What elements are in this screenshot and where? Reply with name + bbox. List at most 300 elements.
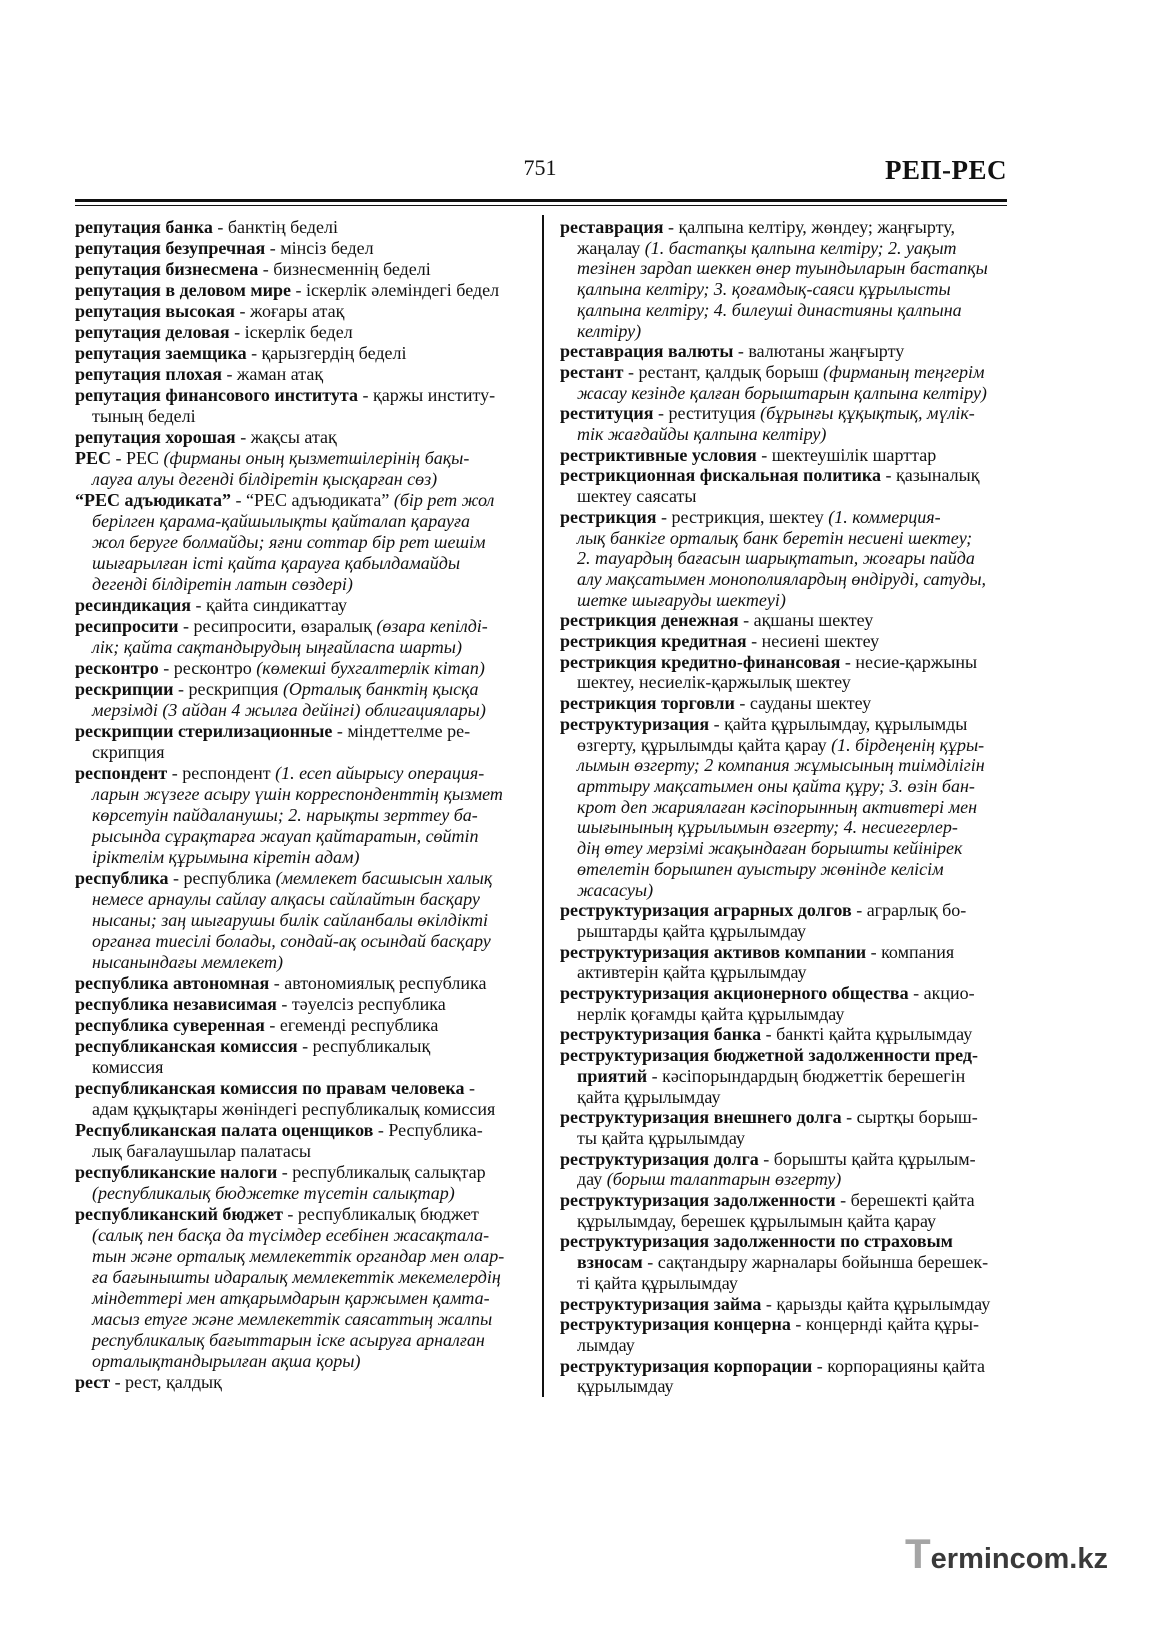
entry-line bbox=[75, 994, 535, 1015]
entry-continuation-line bbox=[75, 952, 535, 973]
entry-line bbox=[560, 1294, 1010, 1315]
dictionary-entry bbox=[560, 1294, 1010, 1315]
entry-continuation-line bbox=[560, 1066, 1010, 1087]
entry-continuation-line bbox=[560, 300, 1010, 321]
entry-note: рысында сұрақтарға жауап қайтаратын, сөйтіп bbox=[92, 826, 479, 846]
entry-line bbox=[560, 445, 1010, 466]
dictionary-entry bbox=[75, 1120, 535, 1162]
entry-continuation-line bbox=[75, 1267, 535, 1288]
entry-term: репутация банка bbox=[75, 217, 213, 237]
entry-line bbox=[75, 280, 535, 301]
entry-term: реставрация bbox=[560, 217, 664, 237]
entry-continuation-line bbox=[560, 672, 1010, 693]
entry-translation: - аграрлық бо- bbox=[851, 900, 967, 921]
entry-note: дегенді білдіретін латын сөздері) bbox=[92, 574, 353, 594]
entry-continuation-line bbox=[75, 1141, 535, 1162]
entry-continuation-line bbox=[560, 424, 1010, 445]
entry-continuation-line bbox=[75, 1288, 535, 1309]
entry-translation: - акцио- bbox=[908, 983, 975, 1004]
entry-continuation-line bbox=[75, 784, 535, 805]
entry-translation: - мінсіз бедел bbox=[265, 238, 374, 258]
entry-note: (салық пен басқа да түсімдер есебінен жасақтала- bbox=[92, 1225, 490, 1245]
entry-line bbox=[560, 900, 1010, 921]
entry-continuation-line bbox=[75, 805, 535, 826]
entry-line bbox=[560, 465, 1010, 486]
entry-term: приятий bbox=[577, 1065, 648, 1086]
entry-line bbox=[75, 1120, 535, 1141]
dictionary-entry bbox=[75, 763, 535, 868]
entry-term: рестрикция кредитная bbox=[560, 631, 747, 652]
dictionary-entry bbox=[75, 322, 535, 343]
entry-continuation-line bbox=[75, 637, 535, 658]
entry-continuation-line bbox=[75, 1351, 535, 1372]
entry-note: өтелетін борышпен ауыстыру жөнінде келісім bbox=[577, 858, 944, 879]
entry-translation: активтерін қайта құрылымдау bbox=[577, 962, 807, 983]
entry-note: жол беруге болмайды; яғни соттар бір рет шешім bbox=[92, 532, 486, 552]
entry-term: республиканские налоги bbox=[75, 1162, 278, 1182]
entry-line bbox=[75, 763, 535, 784]
entry-continuation-line bbox=[560, 486, 1010, 507]
entry-note: масыз етуге және мемлекеттік саясаттың жалпы bbox=[92, 1309, 493, 1329]
entry-note: (мемлекет басшысын халық bbox=[275, 868, 493, 888]
entry-line bbox=[560, 1149, 1010, 1170]
entry-line bbox=[75, 364, 535, 385]
entry-line bbox=[560, 693, 1010, 714]
entry-continuation-line bbox=[560, 859, 1010, 880]
entry-line bbox=[75, 595, 535, 616]
entry-term: репутация заемщика bbox=[75, 343, 247, 363]
dictionary-entry bbox=[560, 1356, 1010, 1397]
entry-continuation-line bbox=[560, 1273, 1010, 1294]
entry-line bbox=[75, 301, 535, 322]
entry-line bbox=[560, 714, 1010, 735]
entry-line bbox=[75, 385, 535, 406]
entry-translation: - берешекті қайта bbox=[835, 1190, 975, 1211]
dictionary-entry bbox=[75, 658, 535, 679]
entry-line bbox=[75, 679, 535, 700]
entry-note: тын және орталық мемлекеттік органдар мен олар- bbox=[92, 1246, 505, 1266]
dictionary-entry bbox=[75, 616, 535, 658]
entry-line bbox=[75, 322, 535, 343]
entry-line bbox=[75, 721, 535, 742]
entry-translation: - кәсіпорындардың бюджеттік берешегін bbox=[647, 1065, 966, 1086]
entry-translation: - ресконтро bbox=[158, 658, 257, 678]
entry-continuation-line bbox=[560, 1252, 1010, 1273]
entry-note: ға бағынышты идаралық мемлекеттік мекемелердің bbox=[92, 1267, 501, 1287]
entry-note: жасасуы) bbox=[577, 879, 654, 900]
entry-translation: - рескрипция bbox=[173, 679, 283, 699]
entry-line bbox=[75, 448, 535, 469]
entry-line bbox=[560, 942, 1010, 963]
dictionary-entry bbox=[75, 1204, 535, 1372]
entry-term: ресипросити bbox=[75, 616, 179, 636]
entry-note: (1. бастапқы қалпына келтіру; 2. уақыт bbox=[644, 237, 957, 258]
entry-continuation-line bbox=[560, 880, 1010, 901]
entry-term: рестрикционная фискальная политика bbox=[560, 465, 881, 486]
entry-continuation-line bbox=[560, 1335, 1010, 1356]
entry-translation: - борышты қайта құрылым- bbox=[758, 1148, 976, 1169]
entry-line bbox=[560, 217, 1010, 238]
entry-note: 2. тауардың бағасын шарықтатып, жоғары пайда bbox=[577, 548, 975, 569]
entry-line bbox=[75, 238, 535, 259]
entry-continuation-line bbox=[560, 797, 1010, 818]
entry-line bbox=[75, 973, 535, 994]
entry-line bbox=[560, 1024, 1010, 1045]
entry-note: немесе арнаулы сайлау алқасы сайлайтын басқару bbox=[92, 889, 480, 909]
right-column bbox=[560, 217, 1010, 1397]
dictionary-entry bbox=[560, 217, 1010, 341]
entry-translation: шектеу, несиелік-қаржылық шектеу bbox=[577, 672, 851, 693]
entry-note: крот деп жариялаған кәсіпорынның активтері мен bbox=[577, 796, 978, 817]
entry-note: (өзара кепілді- bbox=[376, 616, 488, 636]
entry-note: (1. есеп айырысу операция- bbox=[275, 763, 485, 783]
entry-continuation-line bbox=[75, 553, 535, 574]
entry-translation: - жақсы атақ bbox=[235, 427, 337, 447]
dictionary-entry bbox=[75, 448, 535, 490]
entry-note: органға тиесілі болады, сондай-ақ осындай басқару bbox=[92, 931, 491, 951]
entry-note: (бір рет жол bbox=[393, 490, 495, 510]
entry-translation: - несие-қаржыны bbox=[840, 651, 978, 672]
entry-term: реструктуризация концерна bbox=[560, 1314, 791, 1335]
entry-translation: - Республика- bbox=[373, 1120, 483, 1140]
entry-line bbox=[560, 983, 1010, 1004]
dictionary-entry bbox=[560, 1045, 1010, 1107]
entry-translation: - республикалық бюджет bbox=[282, 1204, 479, 1224]
entry-note: шығынының құрылымын өзгерту; 4. несиегерлер- bbox=[577, 817, 958, 838]
entry-translation: рыштарды қайта құрылымдау bbox=[577, 920, 807, 941]
dictionary-entry bbox=[560, 1149, 1010, 1190]
entry-term: репутация безупречная bbox=[75, 238, 266, 258]
dictionary-entry bbox=[560, 652, 1010, 693]
dictionary-entry bbox=[560, 714, 1010, 900]
entry-continuation-line bbox=[560, 817, 1010, 838]
dictionary-entry bbox=[560, 362, 1010, 403]
entry-translation: ті қайта құрылымдау bbox=[577, 1272, 738, 1293]
entry-translation: - сыртқы борыш- bbox=[841, 1107, 978, 1128]
entry-continuation-line bbox=[560, 735, 1010, 756]
entry-line bbox=[560, 1107, 1010, 1128]
entry-continuation-line bbox=[75, 847, 535, 868]
entry-term: рест bbox=[75, 1372, 111, 1392]
entry-term: респондент bbox=[75, 763, 168, 783]
entry-continuation-line bbox=[75, 826, 535, 847]
entry-line bbox=[75, 1036, 535, 1057]
entry-translation: - бизнесменнің беделі bbox=[258, 259, 431, 279]
entry-term: РЕС bbox=[75, 448, 111, 468]
entry-continuation-line bbox=[75, 910, 535, 931]
entry-term: “РЕС адъюдиката” bbox=[75, 490, 231, 510]
entry-line bbox=[560, 341, 1010, 362]
entry-line bbox=[75, 490, 535, 511]
entry-translation: - қазыналық bbox=[880, 465, 980, 486]
entry-translation: құрылымдау, берешек құрылымын қайта қарау bbox=[577, 1210, 937, 1231]
entry-continuation-line bbox=[75, 532, 535, 553]
dictionary-entry bbox=[560, 693, 1010, 714]
entry-note: мерзімді (3 айдан 4 жылға дейінгі) облигациялары) bbox=[92, 700, 486, 720]
entry-translation: - ресипросити, өзаралық bbox=[178, 616, 377, 636]
entry-note: арттыру мақсатымен оны қайта құру; 3. өзін бан- bbox=[577, 775, 975, 796]
dictionary-entry bbox=[75, 1162, 535, 1204]
entry-line bbox=[560, 507, 1010, 528]
entry-continuation-line bbox=[560, 1004, 1010, 1025]
entry-continuation-line bbox=[75, 574, 535, 595]
running-head: РЕП-РЕС bbox=[885, 155, 1007, 185]
entry-line bbox=[75, 868, 535, 889]
column-divider bbox=[542, 215, 544, 1397]
entry-note: жасау кезінде қалған борыштарын қалпына келтіру) bbox=[577, 382, 987, 403]
entry-translation: - валютаны жаңғырту bbox=[733, 341, 905, 362]
entry-translation: - республикалық салықтар bbox=[277, 1162, 486, 1182]
entry-note: лымын өзгерту; 2 компания жұмысының тиімділігін bbox=[577, 755, 985, 776]
entry-translation: - сауданы шектеу bbox=[734, 693, 872, 714]
entry-continuation-line bbox=[560, 569, 1010, 590]
entry-term: репутация хорошая bbox=[75, 427, 236, 447]
entry-note: (фирманың теңгерім bbox=[823, 361, 985, 382]
entry-note: республикалық бағыттарын іске асыруға арналған bbox=[92, 1330, 485, 1350]
entry-term: реставрация валюты bbox=[560, 341, 734, 362]
entry-term: репутация высокая bbox=[75, 301, 236, 321]
dictionary-entry bbox=[560, 507, 1010, 611]
entry-translation: - реституция bbox=[653, 403, 761, 424]
entry-note: нысанындағы мемлекет) bbox=[92, 952, 284, 972]
entry-line bbox=[560, 652, 1010, 673]
entry-term: республиканская комиссия по правам человека bbox=[75, 1078, 465, 1098]
entry-term: Республиканская палата оценщиков bbox=[75, 1120, 374, 1140]
entry-translation: - автономиялық республика bbox=[269, 973, 487, 993]
dictionary-entry bbox=[75, 868, 535, 973]
entry-note: лік; қайта сақтандырудың ыңғайласпа шарты) bbox=[92, 637, 462, 657]
entry-note: қалпына келтіру; 4. билеуші династияны қалпына bbox=[577, 299, 962, 320]
entry-term: рестант bbox=[560, 361, 624, 382]
entry-note: нысаны; заң шығарушы билік сайланбалы өкілдікті bbox=[92, 910, 489, 930]
entry-note: шетке шығаруды шектеуі) bbox=[577, 589, 786, 610]
entry-term: республика суверенная bbox=[75, 1015, 265, 1035]
entry-continuation-line bbox=[75, 469, 535, 490]
entry-note: лық банкіге орталық банк беретін несиені шектеу; bbox=[577, 527, 973, 548]
entry-term: репутация финансового института bbox=[75, 385, 358, 405]
entry-line bbox=[75, 616, 535, 637]
entry-translation: - қарызды қайта құрылымдау bbox=[761, 1293, 991, 1314]
entry-note: іріктелім құрымына кіретін адам) bbox=[92, 847, 360, 867]
entry-translation: - рестрикция, шектеу bbox=[656, 506, 829, 527]
entry-translation: - рестант, қалдық борыш bbox=[623, 361, 824, 382]
entry-translation: - қаржы институ- bbox=[357, 385, 496, 405]
entry-continuation-line bbox=[560, 383, 1010, 404]
entry-note: (1. коммерция- bbox=[828, 506, 941, 527]
entry-term: репутация бизнесмена bbox=[75, 259, 259, 279]
entry-line bbox=[560, 1356, 1010, 1377]
entry-line bbox=[75, 658, 535, 679]
entry-note: (көмекші бухгалтерлік кітап) bbox=[256, 658, 485, 678]
dictionary-entry bbox=[560, 465, 1010, 506]
entry-continuation-line bbox=[75, 1246, 535, 1267]
entry-term: реструктуризация задолженности по страховым bbox=[560, 1231, 953, 1252]
entry-note: қалпына келтіру; 3. қоғамдық-саяси құрылысты bbox=[577, 279, 951, 300]
dictionary-entry bbox=[560, 1024, 1010, 1045]
entry-term: реструктуризация банка bbox=[560, 1024, 762, 1045]
dictionary-entry bbox=[560, 983, 1010, 1024]
entry-translation: - рест, қалдық bbox=[110, 1372, 222, 1392]
entry-translation: - қайта синдикаттау bbox=[191, 595, 348, 615]
entry-continuation-line bbox=[75, 931, 535, 952]
entry-continuation-line bbox=[75, 1057, 535, 1078]
entry-translation: - bbox=[464, 1078, 476, 1098]
entry-translation: - қалпына келтіру, жөндеу; жаңғырту, bbox=[663, 217, 955, 237]
entry-continuation-line bbox=[75, 700, 535, 721]
dictionary-entry bbox=[560, 1314, 1010, 1355]
entry-note: (республикалық бюджетке түсетін салықтар) bbox=[92, 1183, 455, 1203]
entry-line bbox=[560, 403, 1010, 424]
entry-translation: қайта құрылымдау bbox=[577, 1086, 721, 1107]
entry-continuation-line bbox=[560, 1211, 1010, 1232]
entry-translation: - жоғары атақ bbox=[235, 301, 345, 321]
entry-translation: - республика bbox=[168, 868, 276, 888]
entry-continuation-line bbox=[560, 1169, 1010, 1190]
entry-translation: - іскерлік бедел bbox=[229, 322, 353, 342]
entry-line bbox=[75, 427, 535, 448]
header-rule-thin bbox=[75, 205, 1007, 206]
entry-term: рескрипции bbox=[75, 679, 174, 699]
left-column bbox=[75, 217, 535, 1393]
dictionary-entry bbox=[75, 343, 535, 364]
entry-note: тезінен зардап шеккен өнер туындыларын бастапқы bbox=[577, 258, 988, 279]
dictionary-entry bbox=[75, 1036, 535, 1078]
entry-continuation-line bbox=[560, 528, 1010, 549]
entry-translation: - шектеушілік шарттар bbox=[756, 444, 937, 465]
dictionary-entry bbox=[75, 1372, 535, 1393]
dictionary-entry bbox=[560, 900, 1010, 941]
entry-term: рестрикция торговли bbox=[560, 693, 735, 714]
entry-translation: - несиені шектеу bbox=[746, 631, 880, 652]
entry-term: репутация деловая bbox=[75, 322, 230, 342]
entry-translation: жаңалау bbox=[577, 237, 645, 258]
entry-continuation-line bbox=[560, 548, 1010, 569]
entry-translation: лық бағалаушылар палатасы bbox=[92, 1141, 311, 1161]
header-rule-thick bbox=[75, 199, 1007, 202]
entry-note: шығарылған істі қайта қарауға қабылдамайды bbox=[92, 553, 461, 573]
entry-continuation-line bbox=[560, 838, 1010, 859]
entry-term: республиканский бюджет bbox=[75, 1204, 283, 1224]
entry-continuation-line bbox=[560, 755, 1010, 776]
entry-continuation-line bbox=[75, 406, 535, 427]
entry-line bbox=[560, 631, 1010, 652]
entry-term: республика bbox=[75, 868, 169, 888]
entry-translation: - сақтандыру жарналары бойынша берешек- bbox=[642, 1252, 989, 1273]
entry-term: рестрикция денежная bbox=[560, 610, 739, 631]
entry-note: берілген қарама-қайшылықты қайталап қарауға bbox=[92, 511, 470, 531]
entry-translation: комиссия bbox=[92, 1057, 164, 1077]
entry-continuation-line bbox=[75, 511, 535, 532]
entry-continuation-line bbox=[560, 279, 1010, 300]
entry-continuation-line bbox=[75, 1099, 535, 1120]
entry-term: реструктуризация займа bbox=[560, 1293, 762, 1314]
entry-continuation-line bbox=[560, 1128, 1010, 1149]
entry-note: (фирманы оның қызметшілерінің бақы- bbox=[163, 448, 470, 468]
entry-translation: тының беделі bbox=[92, 406, 196, 426]
page-number: 751 bbox=[523, 155, 557, 180]
entry-line bbox=[560, 1314, 1010, 1335]
dictionary-entry bbox=[560, 610, 1010, 631]
entry-note: ларын жүзеге асыру үшін корреспонденттің қызмет bbox=[92, 784, 503, 804]
entry-translation: - РЕС bbox=[111, 448, 164, 468]
entry-note: дің өтеу мерзімі жақындаған борышты кейінірек bbox=[577, 838, 963, 859]
entry-translation: - жаман атақ bbox=[221, 364, 324, 384]
entry-continuation-line bbox=[75, 1309, 535, 1330]
entry-note: орталықтандырылған ақша қоры) bbox=[92, 1351, 361, 1371]
dictionary-entry bbox=[75, 490, 535, 595]
entry-term: рестрикция bbox=[560, 506, 657, 527]
entry-continuation-line bbox=[75, 1225, 535, 1246]
entry-translation: дау bbox=[577, 1169, 607, 1190]
entry-line bbox=[75, 1015, 535, 1036]
entry-continuation-line bbox=[75, 1183, 535, 1204]
entry-translation: - банкті қайта құрылымдау bbox=[761, 1024, 973, 1045]
entry-line bbox=[560, 362, 1010, 383]
dictionary-entry bbox=[560, 1107, 1010, 1148]
entry-note: тік жағдайды қалпына келтіру) bbox=[577, 424, 827, 445]
dictionary-entry bbox=[75, 1078, 535, 1120]
entry-note: міндеттері мен атқарымдарын қаржымен қамта- bbox=[92, 1288, 490, 1308]
dictionary-entry bbox=[75, 994, 535, 1015]
entry-line bbox=[75, 259, 535, 280]
entry-translation: - міндеттелме ре- bbox=[332, 721, 471, 741]
entry-term: реструктуризация активов компании bbox=[560, 941, 867, 962]
entry-translation: өзгерту, құрылымды қайта қарау bbox=[577, 734, 832, 755]
entry-translation: адам құқықтары жөніндегі республикалық комиссия bbox=[92, 1099, 496, 1119]
entry-line bbox=[75, 1162, 535, 1183]
entry-translation: - респондент bbox=[167, 763, 276, 783]
entry-translation: - тәуелсіз республика bbox=[276, 994, 446, 1014]
termincom-logo: Termincom.kz bbox=[905, 1530, 1108, 1577]
dictionary-entry bbox=[75, 385, 535, 427]
entry-line bbox=[75, 217, 535, 238]
dictionary-entry bbox=[75, 1015, 535, 1036]
entry-line bbox=[560, 1231, 1010, 1252]
entry-translation: - республикалық bbox=[297, 1036, 431, 1056]
entry-line bbox=[75, 1372, 535, 1393]
entry-line bbox=[75, 1078, 535, 1099]
entry-term: реструктуризация долга bbox=[560, 1148, 759, 1169]
entry-translation: - банктің беделі bbox=[212, 217, 338, 237]
entry-translation: ты қайта құрылымдау bbox=[577, 1127, 745, 1148]
entry-term: взносам bbox=[577, 1252, 643, 1273]
entry-term: реструктуризация задолженности bbox=[560, 1190, 836, 1211]
dictionary-entry bbox=[560, 403, 1010, 444]
entry-translation: - іскерлік әлеміндегі бедел bbox=[291, 280, 500, 300]
entry-continuation-line bbox=[560, 776, 1010, 797]
entry-continuation-line bbox=[560, 238, 1010, 259]
entry-term: реструктуризация bbox=[560, 713, 710, 734]
dictionary-entry bbox=[75, 595, 535, 616]
entry-translation: - қайта құрылымдау, құрылымды bbox=[709, 713, 968, 734]
dictionary-entry bbox=[75, 238, 535, 259]
entry-line bbox=[560, 610, 1010, 631]
entry-continuation-line bbox=[560, 258, 1010, 279]
entry-translation: құрылымдау bbox=[577, 1376, 674, 1397]
dictionary-entry bbox=[560, 341, 1010, 362]
entry-term: ресиндикация bbox=[75, 595, 192, 615]
dictionary-entry bbox=[75, 301, 535, 322]
dictionary-entry bbox=[75, 721, 535, 763]
entry-translation: - компания bbox=[866, 941, 955, 962]
dictionary-entry bbox=[75, 217, 535, 238]
entry-term: республика автономная bbox=[75, 973, 270, 993]
dictionary-entry bbox=[75, 679, 535, 721]
entry-continuation-line bbox=[560, 321, 1010, 342]
dictionary-entry bbox=[560, 1231, 1010, 1293]
dictionary-entry bbox=[75, 364, 535, 385]
dictionary-entry bbox=[75, 973, 535, 994]
